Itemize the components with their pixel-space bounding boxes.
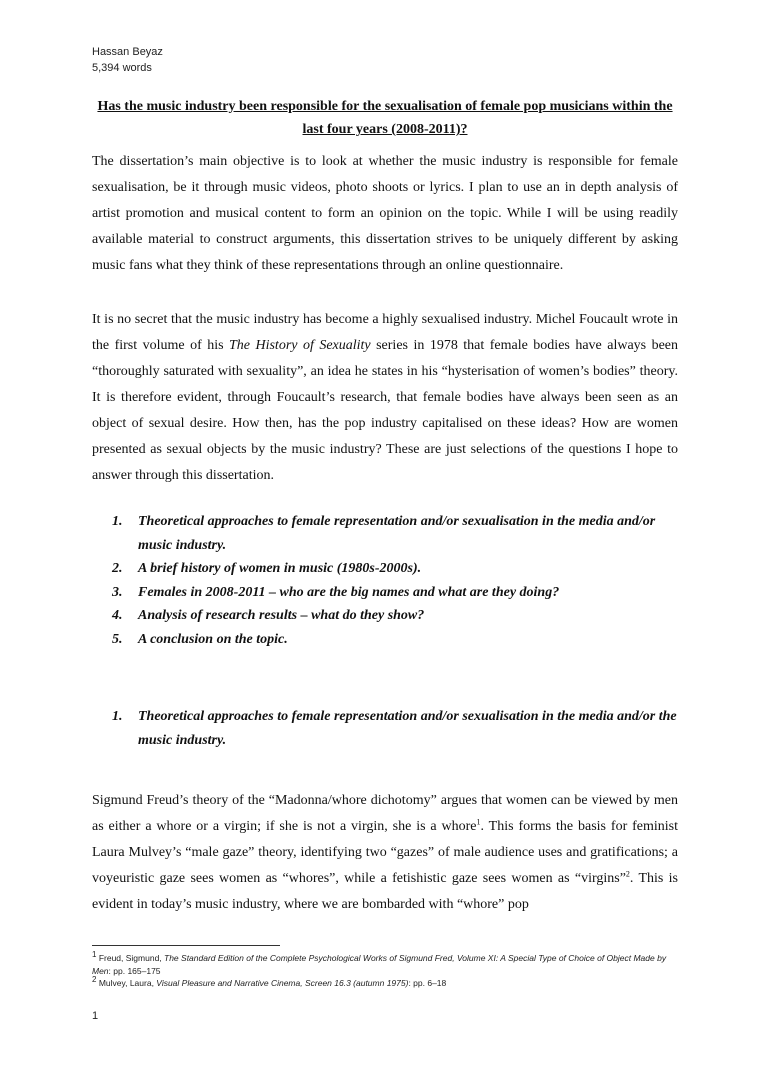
contents-item (112, 604, 678, 628)
footnote-ref[interactable]: 2 (625, 869, 630, 879)
contents-text: A conclusion on the topic. (138, 631, 288, 647)
contents-number: 4. (112, 608, 123, 623)
author-name: Hassan Beyaz (92, 46, 163, 58)
footnote-ref[interactable]: 1 (476, 817, 481, 827)
section-title: Theoretical approaches to female representation and/or sexualisation in the media and/or the music industry. (138, 709, 677, 748)
footnotes (92, 952, 682, 990)
footnote-text: Mulvey, Laura, (96, 978, 157, 988)
footnote-work-title: The Standard Edition of the Complete Psychological Works of Sigmund Fred, Volume XI: A Special Type of Choice of Object Made by Men (92, 953, 667, 976)
contents-item (112, 581, 678, 605)
paragraph-text: series in 1978 that female bodies have always been “thoroughly saturated with sexuality”, an idea he states in his “hysterisation of women’s bodies” theory. It is therefore evident, through Foucault’s research, that female bodies have always been seen as an object of sexual desire. How then, has the pop industry capitalised on these ideas? How are women presented as sexual objects by the music industry? These are just selections of the questions I hope to answer through this dissertation. (92, 338, 679, 483)
contents-list (112, 510, 678, 651)
contents-text: Analysis of research results – what do they show? (138, 608, 425, 623)
book-title: The History of Sexuality (229, 338, 371, 353)
contents-item (112, 510, 678, 557)
footnote-divider (92, 945, 280, 946)
intro-paragraph: The dissertation’s main objective is to look at whether the music industry is responsible for female sexualisation, be it through music videos, photo shoots or lyrics. I plan to use an in depth analysis of artist promotion and musical content to form an opinion on the topic. While I will be using readily available material to construct arguments, this dissertation strives to be uniquely different by asking music fans what they think of these representations through an online questionnaire. (92, 154, 678, 273)
contents-number: 2. (112, 561, 123, 576)
footnote (92, 952, 682, 977)
contents-item (112, 628, 678, 652)
paragraph-text: Sigmund Freud’s theory of the “Madonna/whore dichotomy” argues that women can be viewed by men as either a whore or a virgin; if she is not a virgin, she is a whore (92, 793, 678, 834)
contents-text: Theoretical approaches to female representation and/or sexualisation in the media and/or music industry. (138, 514, 656, 553)
freud-paragraph (92, 788, 678, 918)
page-number: 1 (92, 1010, 99, 1022)
contents-number: 5. (112, 631, 123, 647)
dissertation-title: Has the music industry been responsible for the sexualisation of female pop musicians within the last four years (2008-2011)? (97, 99, 673, 137)
section-heading (112, 705, 678, 752)
section-heading-item (112, 705, 678, 752)
section-number: 1. (112, 709, 123, 724)
foucault-paragraph (92, 307, 678, 489)
paragraph-text: . This is evident in today’s music industry, where we are bombarded with “whore” pop (92, 871, 678, 912)
paragraph-text: It is no secret that the music industry has become a highly sexualised industry. Michel Foucault wrote in the first volume of his (92, 312, 678, 353)
contents-text: A brief history of women in music (1980s-2000s). (138, 561, 422, 576)
footnote-mark: 2 (92, 975, 97, 985)
footnote-text: : pp. 165–175 (108, 965, 161, 976)
page-header (92, 44, 163, 76)
footnote-text: : pp. 6–18 (408, 978, 447, 988)
word-count: 5,394 words (92, 62, 152, 74)
paragraph-text: . This forms the basis for feminist Laura Mulvey’s “male gaze” theory, identifying two “gazes” of male audience uses and gratifications; a voyeuristic gaze sees women as “whores”, while a fetishistic gaze sees women as “virgins” (92, 819, 679, 886)
contents-number: 3. (112, 584, 123, 600)
contents-number: 1. (112, 514, 123, 529)
footnote (92, 977, 682, 990)
contents-text: Females in 2008-2011 – who are the big names and what are they doing? (138, 584, 560, 600)
contents-item (112, 557, 678, 581)
footnote-mark: 1 (92, 950, 97, 960)
footnote-text: Freud, Sigmund, (96, 953, 165, 963)
footnote-work-title: Visual Pleasure and Narrative Cinema, Screen 16.3 (autumn 1975) (156, 978, 409, 988)
